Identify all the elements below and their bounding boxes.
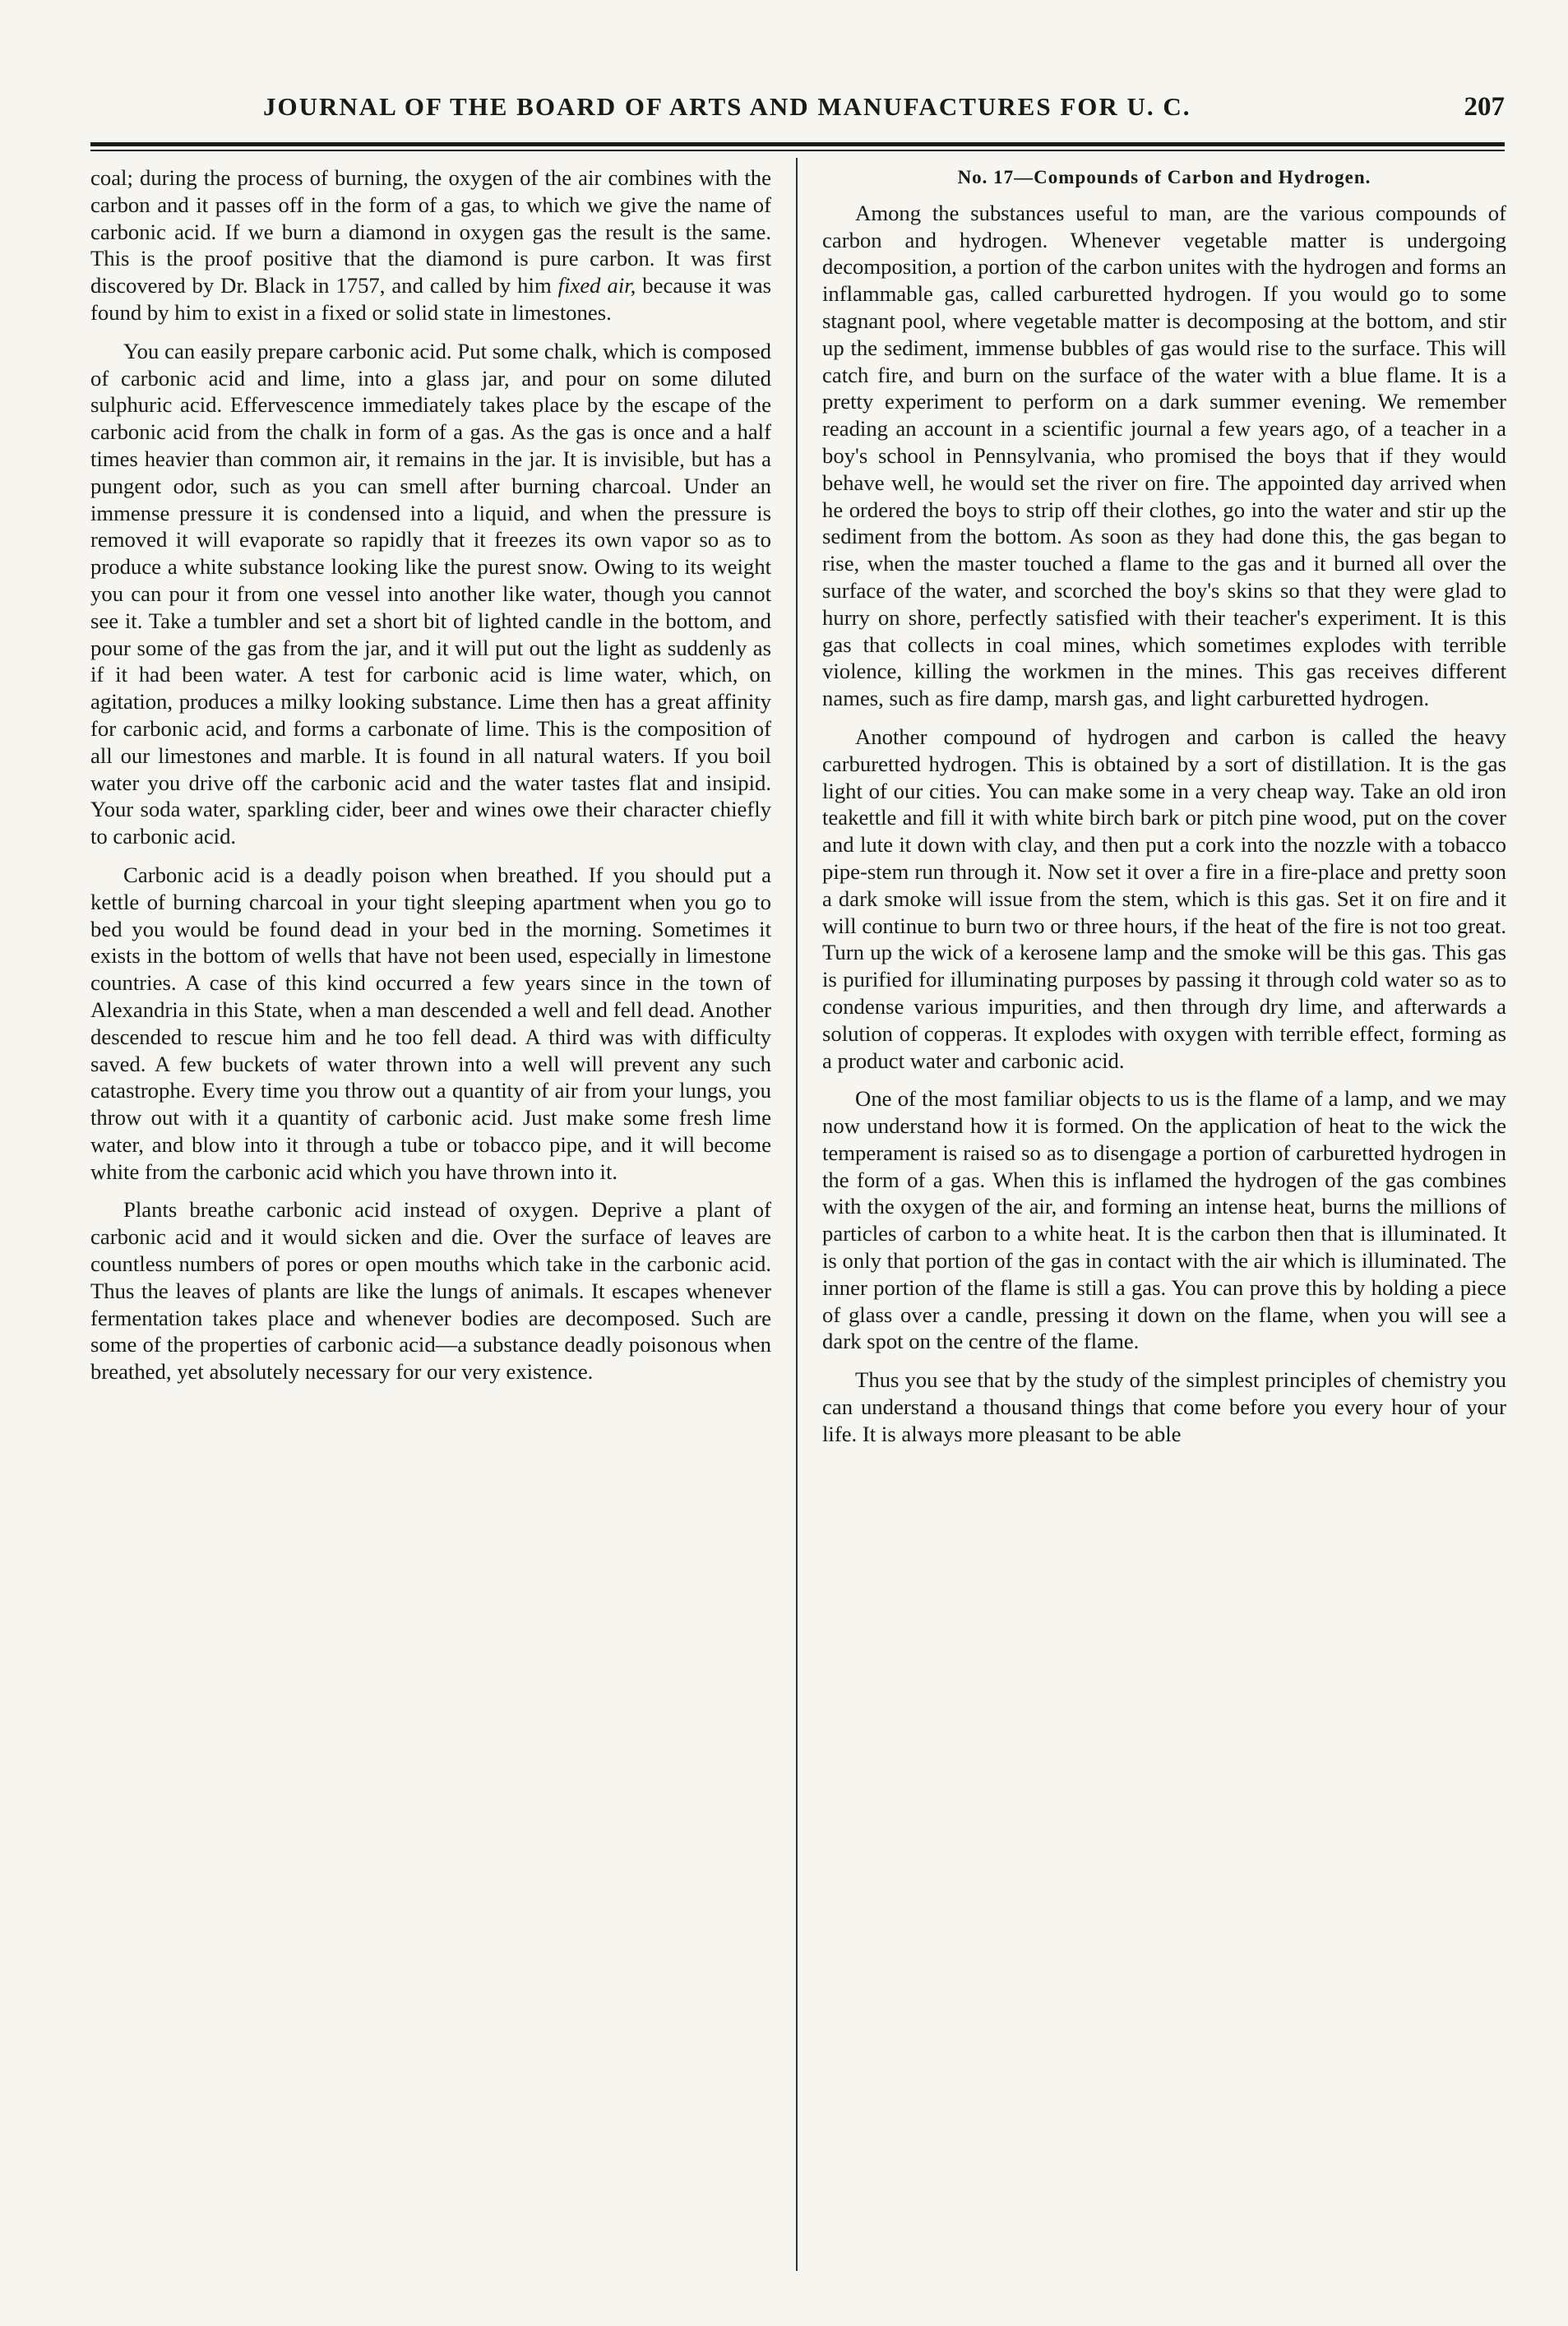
left-paragraph-1-text-a: coal; during the process of burning, the oxygen of the air combines with the carbon and it passes off in the form of a gas, to which we give the name of carbonic acid. If we burn a diamond in oxygen gas the result is the same. This is the proof positive that the diamond is pure carbon. It was first discovered by Dr. Black in 1757, and called by him <box>90 165 771 298</box>
right-paragraph-4: Thus you see that by the study of the simplest principles of chemistry you can understand a thousand things that come before you every hour of your life. It is always more pleasant to be able <box>822 1367 1506 1446</box>
running-title: JOURNAL OF THE BOARD OF ARTS AND MANUFACTURES FOR U. C. <box>263 92 1191 121</box>
left-paragraph-3: Carbonic acid is a deadly poison when breathed. If you should put a kettle of burning charcoal in your tight sleeping apartment when you go to bed you would be found dead in your bed in the morning. Sometimes it exists in the bottom of wells that have not been used, especially in limestone countries. A case of this kind occurred a few years since in the town of Alexandria in this State, when a man descended a well and fell dead. Another descended to rescue him and he too fell dead. A third was with difficulty saved. A few buckets of water thrown into a well will prevent any such catastrophe. Every time you throw out a quantity of air from your lungs, you throw out with it a quantity of carbonic acid. Just make some fresh lime water, and blow into it through a tube or tobacco pipe, and it will become white from the carbonic acid which you have thrown into it. <box>90 862 771 1184</box>
right-paragraph-1: Among the substances useful to man, are the various compounds of carbon and hydrogen. Whenever vegetable matter is undergoing decomposition, a portion of the carbon unites with the hydrogen and forms an inflammable gas, called carburetted hydrogen. If you would go to some stagnant pool, where vegetable matter is decomposing at the bottom, and stir up the sediment, immense bubbles of gas would rise to the surface. This will catch fire, and burn on the surface of the water with a blue flame. It is a pretty experiment to perform on a dark summer evening. We remember reading an account in a scientific journal a few years ago, of a teacher in a boy's school in Pennsylvania, who promised the boys that if they would behave well, he would set the river on fire. The appointed day arrived when he ordered the boys to strip off their clothes, go into the water and stir up the sediment from the bottom. As soon as they had done this, the gas began to rise, when the master touched a flame to the gas and it burned all over the surface of the water, and scorched the boy's skins so that they were glad to hurry on shore, perfectly satisfied with their teacher's experiment. It is this gas that collects in coal mines, which sometimes explodes with terrible violence, killing the workmen in the mines. This gas receives different names, such as fire damp, marsh gas, and light carburetted hydrogen. <box>822 200 1506 711</box>
header-rule-thin <box>90 150 1505 151</box>
right-paragraph-2: Another compound of hydrogen and carbon is called the heavy carburetted hydrogen. This is obtained by a sort of distillation. It is the gas light of our cities. You can make some in a very cheap way. Take an old iron teakettle and fill it with white birch bark or pitch pine wood, put on the cover and lute it down with clay, and then put a cork into the nozzle with a tobacco pipe-stem run through it. Now set it over a fire in a fire-place and pretty soon a dark smoke will issue from the stem, which is this gas. Set it on fire and it will continue to burn two or three hours, if the heat of the fire is not too great. Turn up the wick of a kerosene lamp and the smoke will be this gas. This gas is purified for illuminating purposes by passing it through cold water so as to condense various impurities, and then through dry lime, and afterwards a solution of copperas. It explodes with oxygen with terrible effect, forming as a product water and carbonic acid. <box>822 724 1506 1073</box>
right-column <box>822 164 1506 1459</box>
column-divider <box>796 158 798 2271</box>
left-column <box>90 164 771 1397</box>
right-paragraph-3: One of the most familiar objects to us is the flame of a lamp, and we may now understand how it is formed. On the application of heat to the wick the temperament is raised so as to disengage a portion of carburetted hydrogen in the form of a gas. When this is inflamed the hydrogen of the gas combines with the oxygen of the air, and forming an intense heat, burns the millions of particles of carbon to a white heat. It is the carbon then that is illuminated. It is only that portion of the gas in contact with the air which is illuminated. The inner portion of the flame is still a gas. You can prove this by holding a piece of glass over a candle, pressing it down on the flame, when you will see a dark spot on the centre of the flame. <box>822 1086 1506 1354</box>
fixed-air-term: fixed air, <box>557 273 636 298</box>
header-rule-thick <box>90 142 1505 146</box>
left-paragraph-4: Plants breathe carbonic acid instead of oxygen. Deprive a plant of carbonic acid and it would sicken and die. Over the surface of leaves are countless numbers of pores or open mouths which take in the carbonic acid. Thus the leaves of plants are like the lungs of animals. It escapes whenever fermentation takes place and whenever bodies are decomposed. Such are some of the properties of carbonic acid—a substance deadly poisonous when breathed, yet absolutely necessary for our very existence. <box>90 1197 771 1385</box>
left-paragraph-1-text-b: because it was found by him to exist in a fixed or solid state in limestones. <box>90 273 771 325</box>
page-number: 207 <box>1464 92 1505 122</box>
page-header <box>90 92 1505 132</box>
section-heading: No. 17—Compounds of Carbon and Hydrogen. <box>957 167 1371 187</box>
left-paragraph-2: You can easily prepare carbonic acid. Put some chalk, which is composed of carbonic acid and lime, into a glass jar, and pour on some diluted sulphuric acid. Effervescence immediately takes place by the escape of the carbonic acid from the chalk in form of a gas. As the gas is once and a half times heavier than common air, it remains in the jar. It is invisible, but has a pungent odor, such as you can smell after burning charcoal. Under an immense pressure it is condensed into a liquid, and when the pressure is removed it will evaporate so rapidly that it freezes its own vapor so as to produce a white substance looking like the purest snow. Owing to its weight you can pour it from one vessel into another like water, though you cannot see it. Take a tumbler and set a short bit of lighted candle in the bottom, and pour some of the gas from the jar, and it will put out the light as suddenly as if it had been water. A test for carbonic acid is lime water, which, on agitation, produces a milky looking substance. Lime then has a great affinity for carbonic acid, and forms a carbonate of lime. This is the composition of all our limestones and marble. It is found in all natural waters. If you boil water you drive off the carbonic acid and the water tastes flat and insipid. Your soda water, sparkling cider, beer and wines owe their character chiefly to carbonic acid. <box>90 338 771 849</box>
left-paragraph-1 <box>90 164 771 326</box>
